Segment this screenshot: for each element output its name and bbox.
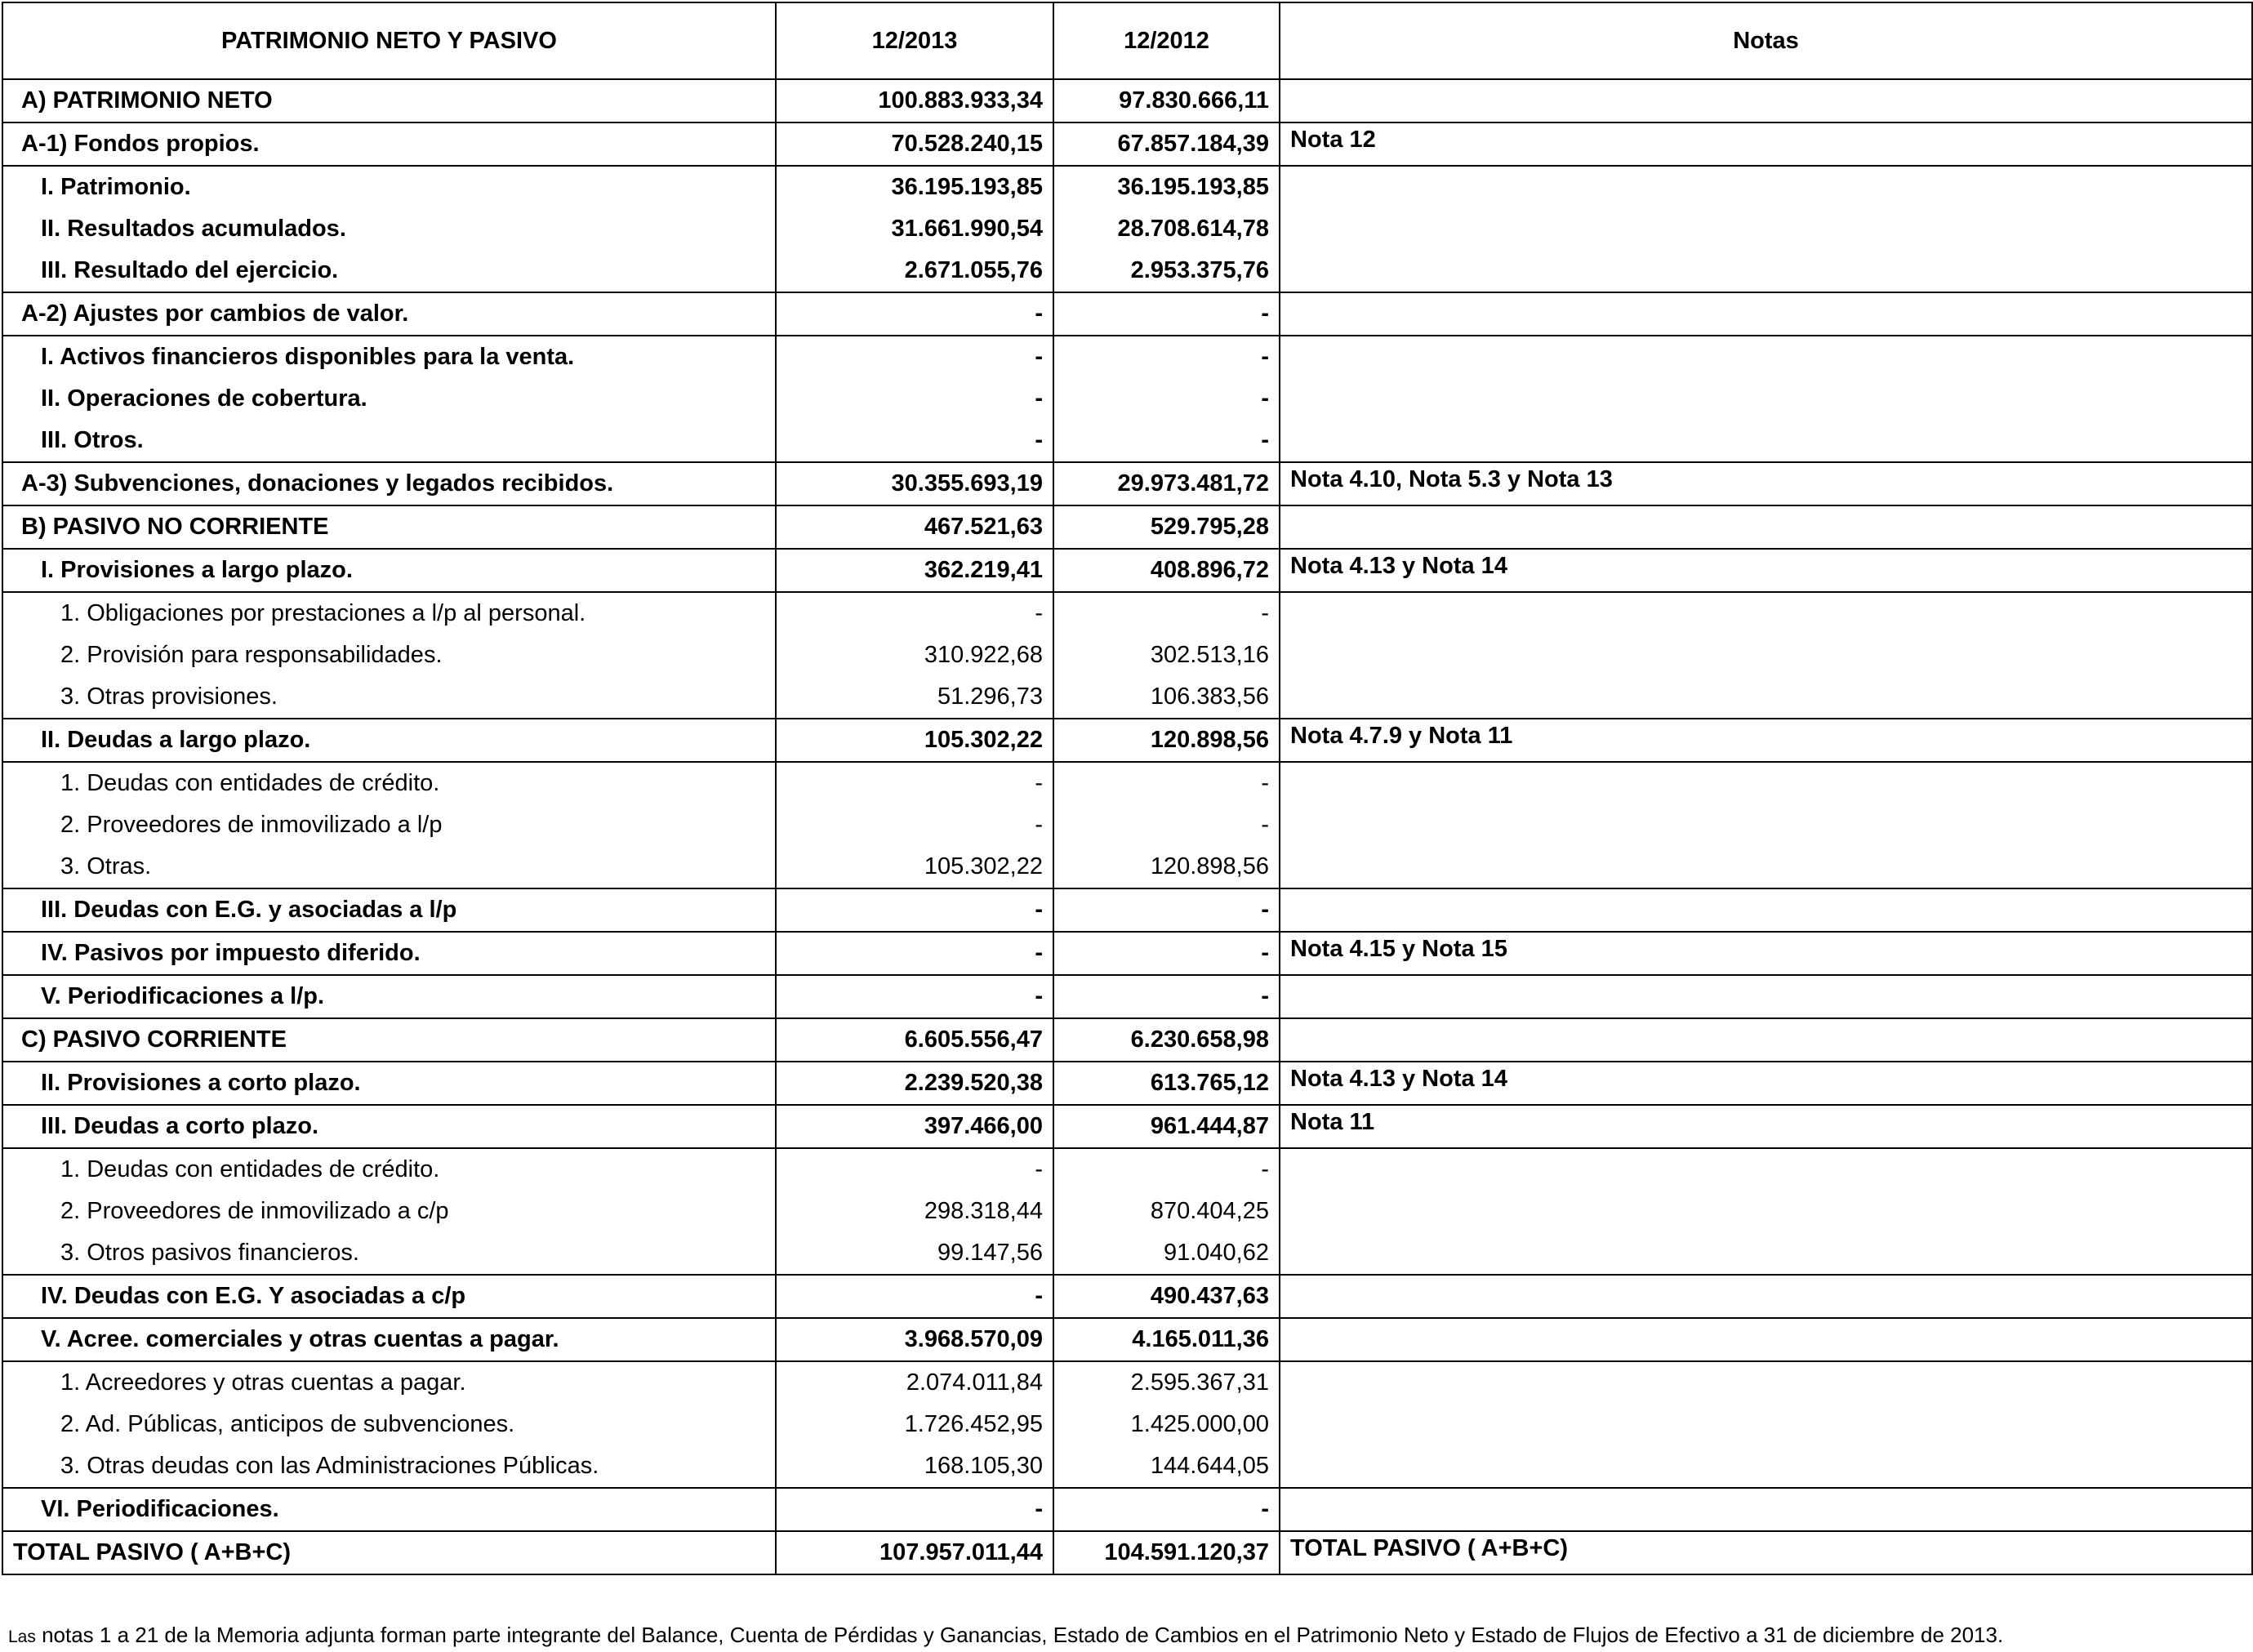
header-2013: 12/2013 [776,2,1053,79]
value-2013: 51.296,73 [776,676,1053,719]
table-row [2,846,2252,888]
row-label: 1. Deudas con entidades de crédito. [2,762,776,804]
table-row [2,762,2252,804]
value-2013: - [776,804,1053,846]
row-note [1280,975,2252,1018]
value-2012: 120.898,56 [1053,846,1280,888]
row-note [1280,804,2252,846]
value-2013: 3.968.570,09 [776,1318,1053,1361]
value-2013: - [776,292,1053,336]
value-2013: 2.671.055,76 [776,250,1053,292]
value-2012: 106.383,56 [1053,676,1280,719]
value-2012: 29.973.481,72 [1053,462,1280,505]
row-note [1280,1018,2252,1062]
value-2013: 36.195.193,85 [776,166,1053,208]
row-label: 3. Otras deudas con las Administraciones Públicas. [2,1445,776,1488]
value-2013: 362.219,41 [776,549,1053,592]
value-2012: 120.898,56 [1053,719,1280,762]
value-2013: - [776,1148,1053,1191]
row-label: V. Periodificaciones a l/p. [2,975,776,1018]
value-2013: - [776,378,1053,420]
table-row [2,250,2252,292]
value-2012: - [1053,762,1280,804]
row-note [1280,676,2252,719]
table-header-row [2,2,2252,79]
value-2013: 6.605.556,47 [776,1018,1053,1062]
table-row [2,420,2252,462]
value-2013: - [776,592,1053,635]
row-note [1280,888,2252,932]
row-label: A-1) Fondos propios. [2,122,776,166]
value-2012: - [1053,592,1280,635]
value-2013: - [776,888,1053,932]
value-2012: 28.708.614,78 [1053,208,1280,250]
value-2013: - [776,762,1053,804]
row-label: 1. Deudas con entidades de crédito. [2,1148,776,1191]
row-label: 2. Proveedores de inmovilizado a c/p [2,1191,776,1232]
row-label: 2. Proveedores de inmovilizado a l/p [2,804,776,846]
table-row [2,378,2252,420]
row-note: Nota 4.13 y Nota 14 [1280,549,2252,592]
balance-table [2,2,2253,1575]
value-2013: 70.528.240,15 [776,122,1053,166]
header-notes: Notas [1280,2,2252,79]
value-2012: 408.896,72 [1053,549,1280,592]
value-2012: - [1053,1148,1280,1191]
value-2012: 67.857.184,39 [1053,122,1280,166]
value-2013: - [776,420,1053,462]
row-label: IV. Pasivos por impuesto diferido. [2,932,776,975]
row-label: II. Deudas a largo plazo. [2,719,776,762]
row-label: C) PASIVO CORRIENTE [2,1018,776,1062]
value-2012: 529.795,28 [1053,505,1280,549]
row-label: I. Provisiones a largo plazo. [2,549,776,592]
row-label: A-2) Ajustes por cambios de valor. [2,292,776,336]
value-2012: 1.425.000,00 [1053,1404,1280,1445]
value-2012: 490.437,63 [1053,1275,1280,1318]
table-row [2,79,2252,122]
table-row [2,1232,2252,1275]
table-row [2,1531,2252,1574]
value-2013: - [776,932,1053,975]
row-label: II. Resultados acumulados. [2,208,776,250]
value-2012: 6.230.658,98 [1053,1018,1280,1062]
value-2013: - [776,975,1053,1018]
row-label: TOTAL PASIVO ( A+B+C) [2,1531,776,1574]
value-2012: 91.040,62 [1053,1232,1280,1275]
row-label: A) PATRIMONIO NETO [2,79,776,122]
table-body [2,79,2252,1574]
value-2013: 168.105,30 [776,1445,1053,1488]
row-note: TOTAL PASIVO ( A+B+C) [1280,1531,2252,1574]
table-row [2,292,2252,336]
value-2012: 2.953.375,76 [1053,250,1280,292]
row-label: III. Otros. [2,420,776,462]
table-row [2,1191,2252,1232]
value-2012: - [1053,975,1280,1018]
row-note [1280,635,2252,676]
value-2013: 105.302,22 [776,719,1053,762]
table-row [2,804,2252,846]
value-2013: 298.318,44 [776,1191,1053,1232]
row-note [1280,79,2252,122]
value-2013: 105.302,22 [776,846,1053,888]
table-row [2,676,2252,719]
value-2012: - [1053,420,1280,462]
row-note [1280,1318,2252,1361]
value-2012: - [1053,292,1280,336]
value-2013: 30.355.693,19 [776,462,1053,505]
value-2012: - [1053,932,1280,975]
row-label: IV. Deudas con E.G. Y asociadas a c/p [2,1275,776,1318]
value-2012: - [1053,378,1280,420]
row-label: 3. Otros pasivos financieros. [2,1232,776,1275]
row-note: Nota 4.7.9 y Nota 11 [1280,719,2252,762]
footnote [8,1623,2003,1648]
value-2012: - [1053,804,1280,846]
value-2012: 4.165.011,36 [1053,1318,1280,1361]
table-row [2,1018,2252,1062]
header-2012: 12/2012 [1053,2,1280,79]
row-note [1280,762,2252,804]
row-label: A-3) Subvenciones, donaciones y legados recibidos. [2,462,776,505]
value-2012: 104.591.120,37 [1053,1531,1280,1574]
row-label: 3. Otras. [2,846,776,888]
row-label: VI. Periodificaciones. [2,1488,776,1531]
row-note: Nota 12 [1280,122,2252,166]
row-note [1280,420,2252,462]
row-label: 3. Otras provisiones. [2,676,776,719]
row-note [1280,505,2252,549]
table-row [2,975,2252,1018]
value-2012: - [1053,888,1280,932]
value-2013: 107.957.011,44 [776,1531,1053,1574]
value-2012: 961.444,87 [1053,1105,1280,1148]
value-2013: - [776,336,1053,378]
value-2013: - [776,1488,1053,1531]
value-2012: 613.765,12 [1053,1062,1280,1105]
table-row [2,462,2252,505]
header-concept: PATRIMONIO NETO Y PASIVO [2,2,776,79]
row-note [1280,336,2252,378]
table-row [2,635,2252,676]
value-2012: 302.513,16 [1053,635,1280,676]
footnote-prefix: Las [8,1628,36,1646]
table-row [2,1361,2252,1404]
row-note [1280,1361,2252,1404]
value-2012: 36.195.193,85 [1053,166,1280,208]
table-row [2,1275,2252,1318]
row-note [1280,1232,2252,1275]
value-2013: 397.466,00 [776,1105,1053,1148]
row-note [1280,250,2252,292]
row-label: 2. Provisión para responsabilidades. [2,635,776,676]
table-row [2,336,2252,378]
row-note [1280,1445,2252,1488]
table-row [2,505,2252,549]
row-note [1280,378,2252,420]
table-row [2,208,2252,250]
row-note [1280,1148,2252,1191]
value-2012: - [1053,1488,1280,1531]
row-note [1280,1275,2252,1318]
value-2012: 2.595.367,31 [1053,1361,1280,1404]
row-label: III. Deudas con E.G. y asociadas a l/p [2,888,776,932]
table-row [2,1148,2252,1191]
table-row [2,592,2252,635]
row-label: I. Patrimonio. [2,166,776,208]
row-note [1280,1488,2252,1531]
value-2013: 31.661.990,54 [776,208,1053,250]
table-row [2,122,2252,166]
table-row [2,1318,2252,1361]
value-2012: - [1053,336,1280,378]
row-label: III. Deudas a corto plazo. [2,1105,776,1148]
row-label: 1. Acreedores y otras cuentas a pagar. [2,1361,776,1404]
table-row [2,1105,2252,1148]
row-label: II. Provisiones a corto plazo. [2,1062,776,1105]
value-2012: 144.644,05 [1053,1445,1280,1488]
value-2013: 467.521,63 [776,505,1053,549]
table-row [2,888,2252,932]
value-2013: 2.239.520,38 [776,1062,1053,1105]
table-row [2,1404,2252,1445]
row-note: Nota 4.10, Nota 5.3 y Nota 13 [1280,462,2252,505]
row-label: V. Acree. comerciales y otras cuentas a pagar. [2,1318,776,1361]
row-label: B) PASIVO NO CORRIENTE [2,505,776,549]
row-note: Nota 4.13 y Nota 14 [1280,1062,2252,1105]
value-2013: 99.147,56 [776,1232,1053,1275]
row-note [1280,1191,2252,1232]
table-row [2,1488,2252,1531]
value-2013: 100.883.933,34 [776,79,1053,122]
value-2013: - [776,1275,1053,1318]
value-2013: 310.922,68 [776,635,1053,676]
row-note [1280,1404,2252,1445]
row-label: I. Activos financieros disponibles para la venta. [2,336,776,378]
table-row [2,932,2252,975]
row-note [1280,166,2252,208]
row-note: Nota 4.15 y Nota 15 [1280,932,2252,975]
row-note [1280,592,2252,635]
table-row [2,719,2252,762]
value-2012: 97.830.666,11 [1053,79,1280,122]
table-row [2,549,2252,592]
balance-sheet-document [2,2,2251,1647]
row-note [1280,846,2252,888]
row-label: 1. Obligaciones por prestaciones a l/p al personal. [2,592,776,635]
value-2012: 870.404,25 [1053,1191,1280,1232]
table-row [2,1062,2252,1105]
table-row [2,1445,2252,1488]
row-note: Nota 11 [1280,1105,2252,1148]
value-2013: 1.726.452,95 [776,1404,1053,1445]
row-label: II. Operaciones de cobertura. [2,378,776,420]
footnote-text: notas 1 a 21 de la Memoria adjunta forman parte integrante del Balance, Cuenta de Pérdidas y Ganancias, Estado de Cambios en el Patrimonio Neto y Estado de Flujos de Efectivo a 31 de diciembre de 2013. [35,1623,2004,1647]
row-label: 2. Ad. Públicas, anticipos de subvenciones. [2,1404,776,1445]
row-note [1280,292,2252,336]
value-2013: 2.074.011,84 [776,1361,1053,1404]
row-label: III. Resultado del ejercicio. [2,250,776,292]
table-row [2,166,2252,208]
row-note [1280,208,2252,250]
